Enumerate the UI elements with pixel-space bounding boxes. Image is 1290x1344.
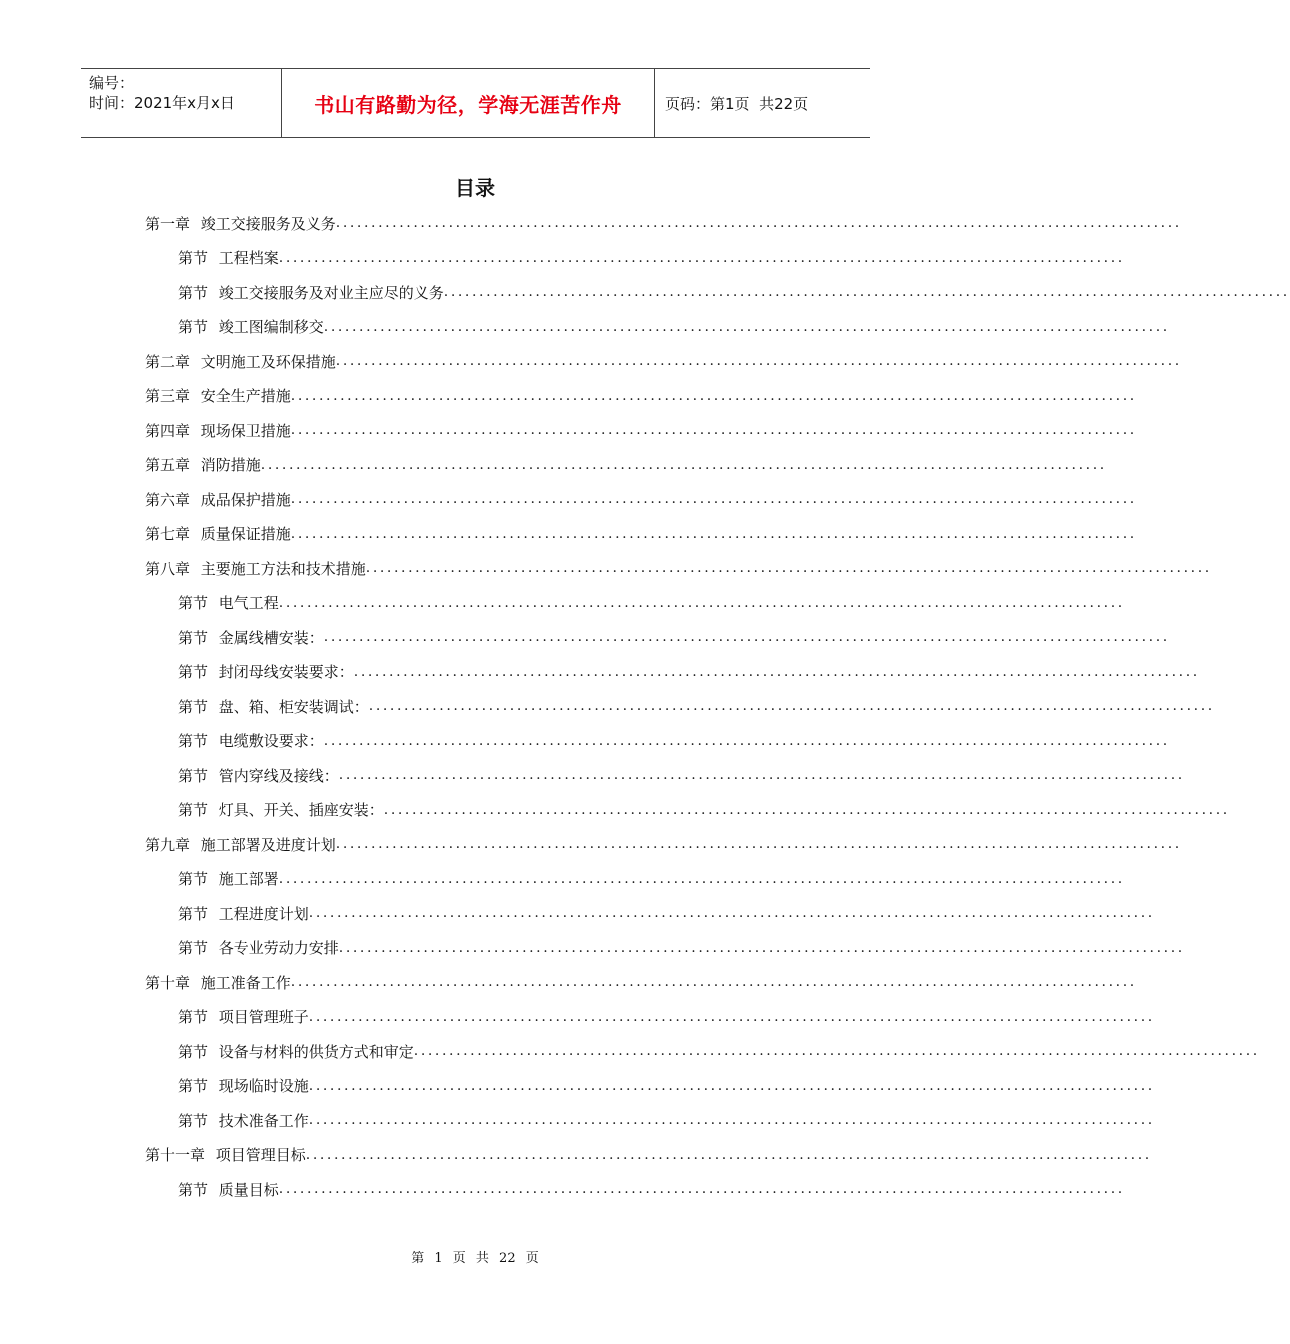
toc-leader-dots: ........................................................................................................................: [308, 1112, 1155, 1129]
toc-entry-label: 第节 电缆敷设要求：: [178, 732, 324, 751]
toc-entry-label: 第十章 施工准备工作: [145, 973, 291, 992]
toc-section-entry[interactable]: [145, 620, 1170, 655]
toc-section-entry[interactable]: [145, 310, 1170, 345]
toc-chapter-entry[interactable]: [145, 413, 1137, 448]
toc-entry-label: 第节 设备与材料的供货方式和审定: [178, 1042, 414, 1061]
toc-leader-dots: ........................................................................................................................: [383, 801, 1230, 818]
header-motto: 书山有路勤为径，学海无涯苦作舟: [314, 92, 622, 117]
toc-entry-label: 第九章 施工部署及进度计划: [145, 835, 336, 854]
toc-leader-dots: ........................................................................................................................: [290, 422, 1137, 439]
toc-section-entry[interactable]: [145, 862, 1125, 897]
toc-leader-dots: ........................................................................................................................: [338, 939, 1185, 956]
header-motto-cell: [282, 69, 655, 137]
document-header: [81, 68, 870, 138]
toc-entry-label: 第节 各专业劳动力安排: [178, 939, 339, 958]
toc-chapter-entry[interactable]: [145, 206, 1182, 241]
toc-chapter-entry[interactable]: [145, 344, 1182, 379]
toc-leader-dots: ........................................................................................................................: [290, 525, 1137, 542]
toc-chapter-entry[interactable]: [145, 965, 1137, 1000]
toc-entry-label: 第一章 竣工交接服务及义务: [145, 214, 336, 233]
toc-leader-dots: ........................................................................................................................: [413, 1043, 1260, 1060]
toc-leader-dots: ........................................................................................................................: [323, 629, 1170, 646]
toc-entry-label: 第节 工程进度计划: [178, 904, 309, 923]
toc-chapter-entry[interactable]: [145, 448, 1107, 483]
toc-section-entry[interactable]: [145, 1069, 1155, 1104]
toc-leader-dots: ........................................................................................................................: [365, 560, 1212, 577]
toc-chapter-entry[interactable]: [145, 379, 1137, 414]
toc-section-entry[interactable]: [145, 275, 1290, 310]
toc-leader-dots: ........................................................................................................................: [308, 1077, 1155, 1094]
toc-leader-dots: ........................................................................................................................: [278, 1181, 1125, 1198]
toc-entry-label: 第五章 消防措施: [145, 456, 261, 475]
document-number-label: 编号：: [89, 74, 135, 92]
toc-section-entry[interactable]: [145, 241, 1125, 276]
toc-entry-label: 第四章 现场保卫措施: [145, 421, 291, 440]
toc-leader-dots: ........................................................................................................................: [308, 1008, 1155, 1025]
toc-leader-dots: ........................................................................................................................: [260, 456, 1107, 473]
toc-entry-label: 第六章 成品保护措施: [145, 490, 291, 509]
toc-section-entry[interactable]: [145, 1000, 1155, 1035]
toc-section-entry[interactable]: [145, 655, 1200, 690]
toc-section-entry[interactable]: [145, 931, 1185, 966]
toc-section-entry[interactable]: [145, 689, 1215, 724]
toc-leader-dots: ........................................................................................................................: [290, 387, 1137, 404]
toc-chapter-entry[interactable]: [145, 551, 1212, 586]
toc-entry-label: 第三章 安全生产措施: [145, 387, 291, 406]
toc-chapter-entry[interactable]: [145, 827, 1182, 862]
toc-leader-dots: ........................................................................................................................: [305, 1146, 1152, 1163]
toc-entry-label: 第节 竣工图编制移交: [178, 318, 324, 337]
toc-leader-dots: ........................................................................................................................: [368, 698, 1215, 715]
toc-entry-label: 第节 工程档案: [178, 249, 279, 268]
toc-section-entry[interactable]: [145, 793, 1230, 828]
toc-entry-label: 第节 技术准备工作: [178, 1111, 309, 1130]
toc-section-entry[interactable]: [145, 1103, 1155, 1138]
toc-entry-label: 第节 现场临时设施: [178, 1077, 309, 1096]
toc-leader-dots: ........................................................................................................................: [353, 663, 1200, 680]
toc-entry-label: 第节 金属线槽安装：: [178, 628, 324, 647]
toc-leader-dots: ........................................................................................................................: [335, 215, 1182, 232]
toc-leader-dots: ........................................................................................................................: [278, 249, 1125, 266]
toc-entry-label: 第节 管内穿线及接线：: [178, 766, 339, 785]
toc-section-entry[interactable]: [145, 1172, 1125, 1207]
toc-leader-dots: ........................................................................................................................: [338, 767, 1185, 784]
toc-entry-label: 第节 质量目标: [178, 1180, 279, 1199]
header-meta-cell: [81, 69, 282, 137]
toc-leader-dots: ........................................................................................................................: [278, 870, 1125, 887]
toc-leader-dots: ........................................................................................................................: [335, 836, 1182, 853]
toc-title: 目录: [455, 176, 495, 200]
toc-leader-dots: ........................................................................................................................: [308, 905, 1155, 922]
toc-section-entry[interactable]: [145, 896, 1155, 931]
toc-leader-dots: ........................................................................................................................: [290, 491, 1137, 508]
toc-leader-dots: ........................................................................................................................: [278, 594, 1125, 611]
toc-entry-label: 第七章 质量保证措施: [145, 525, 291, 544]
toc-chapter-entry[interactable]: [145, 482, 1137, 517]
page-footer: 第 1 页 共 22 页: [411, 1251, 539, 1266]
toc-leader-dots: ........................................................................................................................: [323, 318, 1170, 335]
toc-chapter-entry[interactable]: [145, 517, 1137, 552]
toc-section-entry[interactable]: [145, 1034, 1260, 1069]
document-date-label: 时间：2021年x月x日: [89, 94, 235, 112]
toc-entry-label: 第节 封闭母线安装要求：: [178, 663, 354, 682]
toc-leader-dots: ........................................................................................................................: [290, 974, 1137, 991]
toc-entry-label: 第节 施工部署: [178, 870, 279, 889]
toc-entry-label: 第节 盘、箱、柜安装调试：: [178, 697, 369, 716]
header-page-info: 页码：第1页 共22页: [665, 94, 809, 113]
toc-leader-dots: ........................................................................................................................: [323, 732, 1170, 749]
toc-section-entry[interactable]: [145, 724, 1170, 759]
toc-entry-label: 第二章 文明施工及环保措施: [145, 352, 336, 371]
table-of-contents: [145, 206, 1290, 1207]
toc-leader-dots: ........................................................................................................................: [335, 353, 1182, 370]
toc-entry-label: 第节 电气工程: [178, 594, 279, 613]
toc-section-entry[interactable]: [145, 586, 1125, 621]
toc-entry-label: 第十一章 项目管理目标: [145, 1146, 306, 1165]
toc-entry-label: 第节 灯具、开关、插座安装：: [178, 801, 384, 820]
toc-section-entry[interactable]: [145, 758, 1185, 793]
toc-chapter-entry[interactable]: [145, 1138, 1152, 1173]
toc-entry-label: 第八章 主要施工方法和技术措施: [145, 559, 366, 578]
toc-entry-label: 第节 竣工交接服务及对业主应尽的义务: [178, 283, 444, 302]
toc-entry-label: 第节 项目管理班子: [178, 1008, 309, 1027]
toc-leader-dots: ........................................................................................................................: [443, 284, 1290, 301]
